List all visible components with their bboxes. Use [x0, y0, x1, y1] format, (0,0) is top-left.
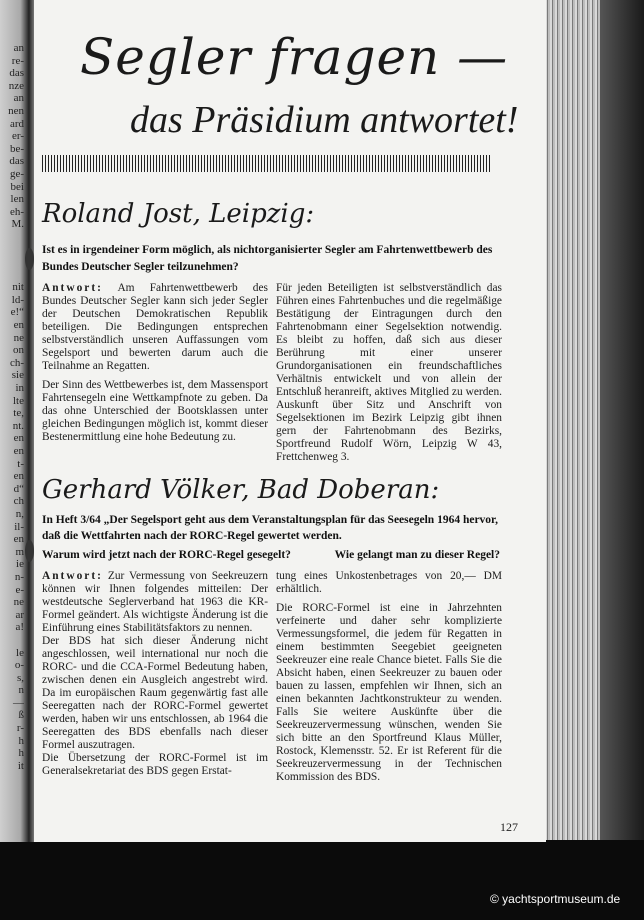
- section1-heading: Roland Jost, Leipzig:: [42, 199, 315, 229]
- margin-fragment: en: [13, 445, 24, 457]
- margin-fragment: lte: [13, 394, 24, 407]
- margin-fragment: nt.: [12, 419, 24, 432]
- margin-fragment: n-: [14, 570, 24, 583]
- margin-fragment: in: [15, 382, 24, 395]
- paragraph: Die Übersetzung der RORC-Formel ist im Generalsekretariat des BDS gegen Erstat-: [42, 752, 268, 777]
- margin-fragment: h: [18, 734, 24, 747]
- answer-label: Antwort:: [42, 282, 103, 294]
- margin-fragment: it: [17, 759, 24, 772]
- question-part-a: Warum wird jetzt nach der RORC-Regel gesegelt?: [42, 549, 291, 561]
- margin-fragment: en: [13, 432, 24, 445]
- copyright-notice: © yachtsportmuseum.de: [490, 892, 621, 906]
- binding-hole: [25, 540, 34, 562]
- paragraph: Zur Vermessung von Seekreuzern können wir Ihnen folgendes mitteilen: Der westdeutsche Seglerverband hat 1963 die KR-Formel geändert. Als wichtigste Änderung ist die Einführung eines Stabilitätsfaktors zu nennen.: [42, 570, 268, 634]
- margin-fragment: r-: [16, 722, 24, 735]
- section2-heading: Gerhard Völker, Bad Doberan:: [42, 475, 440, 505]
- margin-fragment: das: [9, 155, 24, 168]
- margin-fragment: ld-: [11, 293, 24, 306]
- magazine-page: [26, 0, 546, 842]
- margin-fragment: n: [18, 684, 24, 697]
- margin-fragment: re-: [11, 54, 24, 67]
- margin-fragment: [2, 244, 24, 257]
- margin-fragment: ne: [13, 331, 24, 344]
- previous-page-strip: [0, 0, 34, 842]
- margin-fragment: n,: [15, 507, 24, 520]
- paragraph: Der BDS hat sich dieser Änderung nicht angeschlossen, weil international nur noch die RORC- und die CCA-Formel Bedeutung haben, zwischen denen ein Ausgleich angestrebt wird. Da im europäischen Raum gegenwärtig fast alle Seeregatten nach der RORC-Formel gewertet werden, haben wir uns entschlossen, ab 1964 die Seeregatten des BDS ebenfalls nach dieser Formel auszutragen.: [42, 635, 268, 751]
- section2-right-column: [276, 570, 502, 790]
- margin-fragment: be-: [9, 142, 24, 155]
- margin-fragment: nze: [8, 79, 24, 92]
- book-cover-edge: [600, 0, 644, 840]
- margin-fragment: il-: [14, 520, 24, 533]
- margin-fragment: M.: [11, 218, 24, 231]
- margin-fragment: e-: [15, 583, 24, 596]
- margin-fragment: ß: [18, 709, 24, 722]
- page-title: Segler fragen —: [80, 28, 509, 86]
- margin-fragment: [2, 269, 24, 282]
- margin-fragment: ch: [13, 495, 24, 508]
- answer-label: Antwort:: [42, 570, 103, 582]
- previous-page-fragments: [2, 42, 24, 772]
- page-subtitle: das Präsidium antwortet!: [130, 99, 519, 141]
- binding-hole: [25, 248, 34, 270]
- section2-question: [42, 512, 500, 563]
- margin-fragment: en: [13, 470, 24, 483]
- margin-fragment: an: [13, 92, 24, 105]
- margin-fragment: o-: [14, 659, 24, 672]
- margin-fragment: le: [16, 646, 24, 659]
- margin-fragment: ch-: [9, 356, 24, 369]
- paragraph: Für jeden Beteiligten ist selbstverständlich das Führen eines Fahrtenbuches und die regelmäßige Bestätigung der Eintragungen durch den Fahrtenobmann einer Segelsektion notwendig. Es bleibt zu hoffen, daß sich aus dieser Berührung mit einer unserer Grundorganisationen ein freundschaftliches Verhältnis entwickelt und von allein der Entschluß heranreift, aktives Mitglied zu werden. Auskunft über Sitz und Anschrift von Segelsektionen im Bezirk Leipzig gibt ihnen gern der Fahrtenobmann des Bezirks, Sportfreund Rudolf Wörn, Leipzig W 43, Frettchenweg 3.: [276, 282, 502, 463]
- margin-fragment: h: [18, 747, 24, 760]
- margin-fragment: [2, 231, 24, 244]
- paragraph: Der Sinn des Wettbewerbes ist, dem Massensport Fahrtensegeln eine Wettkampfnote zu geben. Da das ohne Unterschied der Bootsklassen unter gleichen Bedingungen möglich ist, kommt dieser Bestenermittlung eine hohe Bedeutung zu.: [42, 379, 268, 443]
- margin-fragment: on: [13, 344, 24, 357]
- margin-fragment: ie: [16, 558, 24, 571]
- margin-fragment: —: [13, 696, 24, 709]
- paragraph: Am Fahrtenwettbewerb des Bundes Deutscher Segler kann sich jeder Segler der Deutschen Demokratischen Republik beteiligen. Die Bedingungen entsprechen selbstverständlich unseren Auffassungen vom Segelsport und bewerten darum auch die Teilnahme an Regatten.: [42, 282, 268, 372]
- margin-fragment: [2, 256, 24, 269]
- margin-fragment: an: [13, 42, 24, 54]
- margin-fragment: te,: [13, 407, 24, 420]
- page-number: 127: [500, 820, 518, 834]
- question-part-b: Wie gelangt man zu dieser Regel?: [334, 549, 500, 561]
- section2-left-column: [42, 570, 268, 778]
- margin-fragment: nen: [8, 104, 24, 117]
- question-text: In Heft 3/64 „Der Segelsport geht aus dem Veranstaltungsplan für das Seesegeln 1964 hervor, daß die Wettfahrten nach der RORC-Regel gewertet werden.: [42, 514, 498, 542]
- margin-fragment: ge-: [9, 167, 24, 180]
- margin-fragment: s,: [16, 671, 24, 684]
- margin-fragment: len: [10, 193, 24, 206]
- margin-fragment: er-: [12, 130, 24, 143]
- margin-fragment: e!“: [10, 306, 24, 319]
- decorative-stripe: [42, 155, 492, 172]
- margin-fragment: ard: [9, 117, 24, 130]
- margin-fragment: en: [13, 319, 24, 332]
- margin-fragment: a!: [15, 621, 24, 634]
- margin-fragment: m: [15, 545, 24, 558]
- paragraph: tung eines Unkostenbetrages von 20,— DM erhältlich.: [276, 570, 502, 595]
- margin-fragment: ar: [15, 608, 24, 621]
- margin-fragment: en: [13, 533, 24, 546]
- paragraph: Die RORC-Formel ist eine in Jahrzehnten verfeinerte und daher sehr komplizierte Vermessungsformel, die jedem für Regatten in einem bestimmten Seegebiet geeigneten Seekreuzer eine reale Chance bietet. Falls Sie die Absicht haben, einen Seekreuzer zu bauen oder bauen zu lassen, empfehlen wir Ihnen, sich an einen bekannten Jachtkonstrukteur zu wenden. Falls Sie weitere Auskünfte über die Seekreuzervermessung wünschen, wenden Sie sich bitte an den Sportfreund Klaus Müller, Rostock, Klemensstr. 52. Er ist Referent für die Seekreuzervermessung in der Technischen Kommission des BDS.: [276, 602, 502, 783]
- section1-right-column: [276, 282, 502, 470]
- margin-fragment: bei: [10, 180, 24, 193]
- margin-fragment: sie: [11, 369, 24, 382]
- margin-fragment: d“: [13, 482, 24, 495]
- margin-fragment: nit: [12, 281, 24, 294]
- margin-fragment: ne: [13, 596, 24, 609]
- margin-fragment: t-: [17, 457, 24, 470]
- margin-fragment: das: [9, 67, 24, 80]
- margin-fragment: [2, 634, 24, 647]
- section1-left-column: [42, 282, 268, 450]
- section1-question: Ist es in irgendeiner Form möglich, als nichtorganisierter Segler am Fahrtenwettbewerb des Bundes Deutscher Segler teilzunehmen?: [42, 244, 493, 273]
- margin-fragment: eh-: [9, 205, 24, 218]
